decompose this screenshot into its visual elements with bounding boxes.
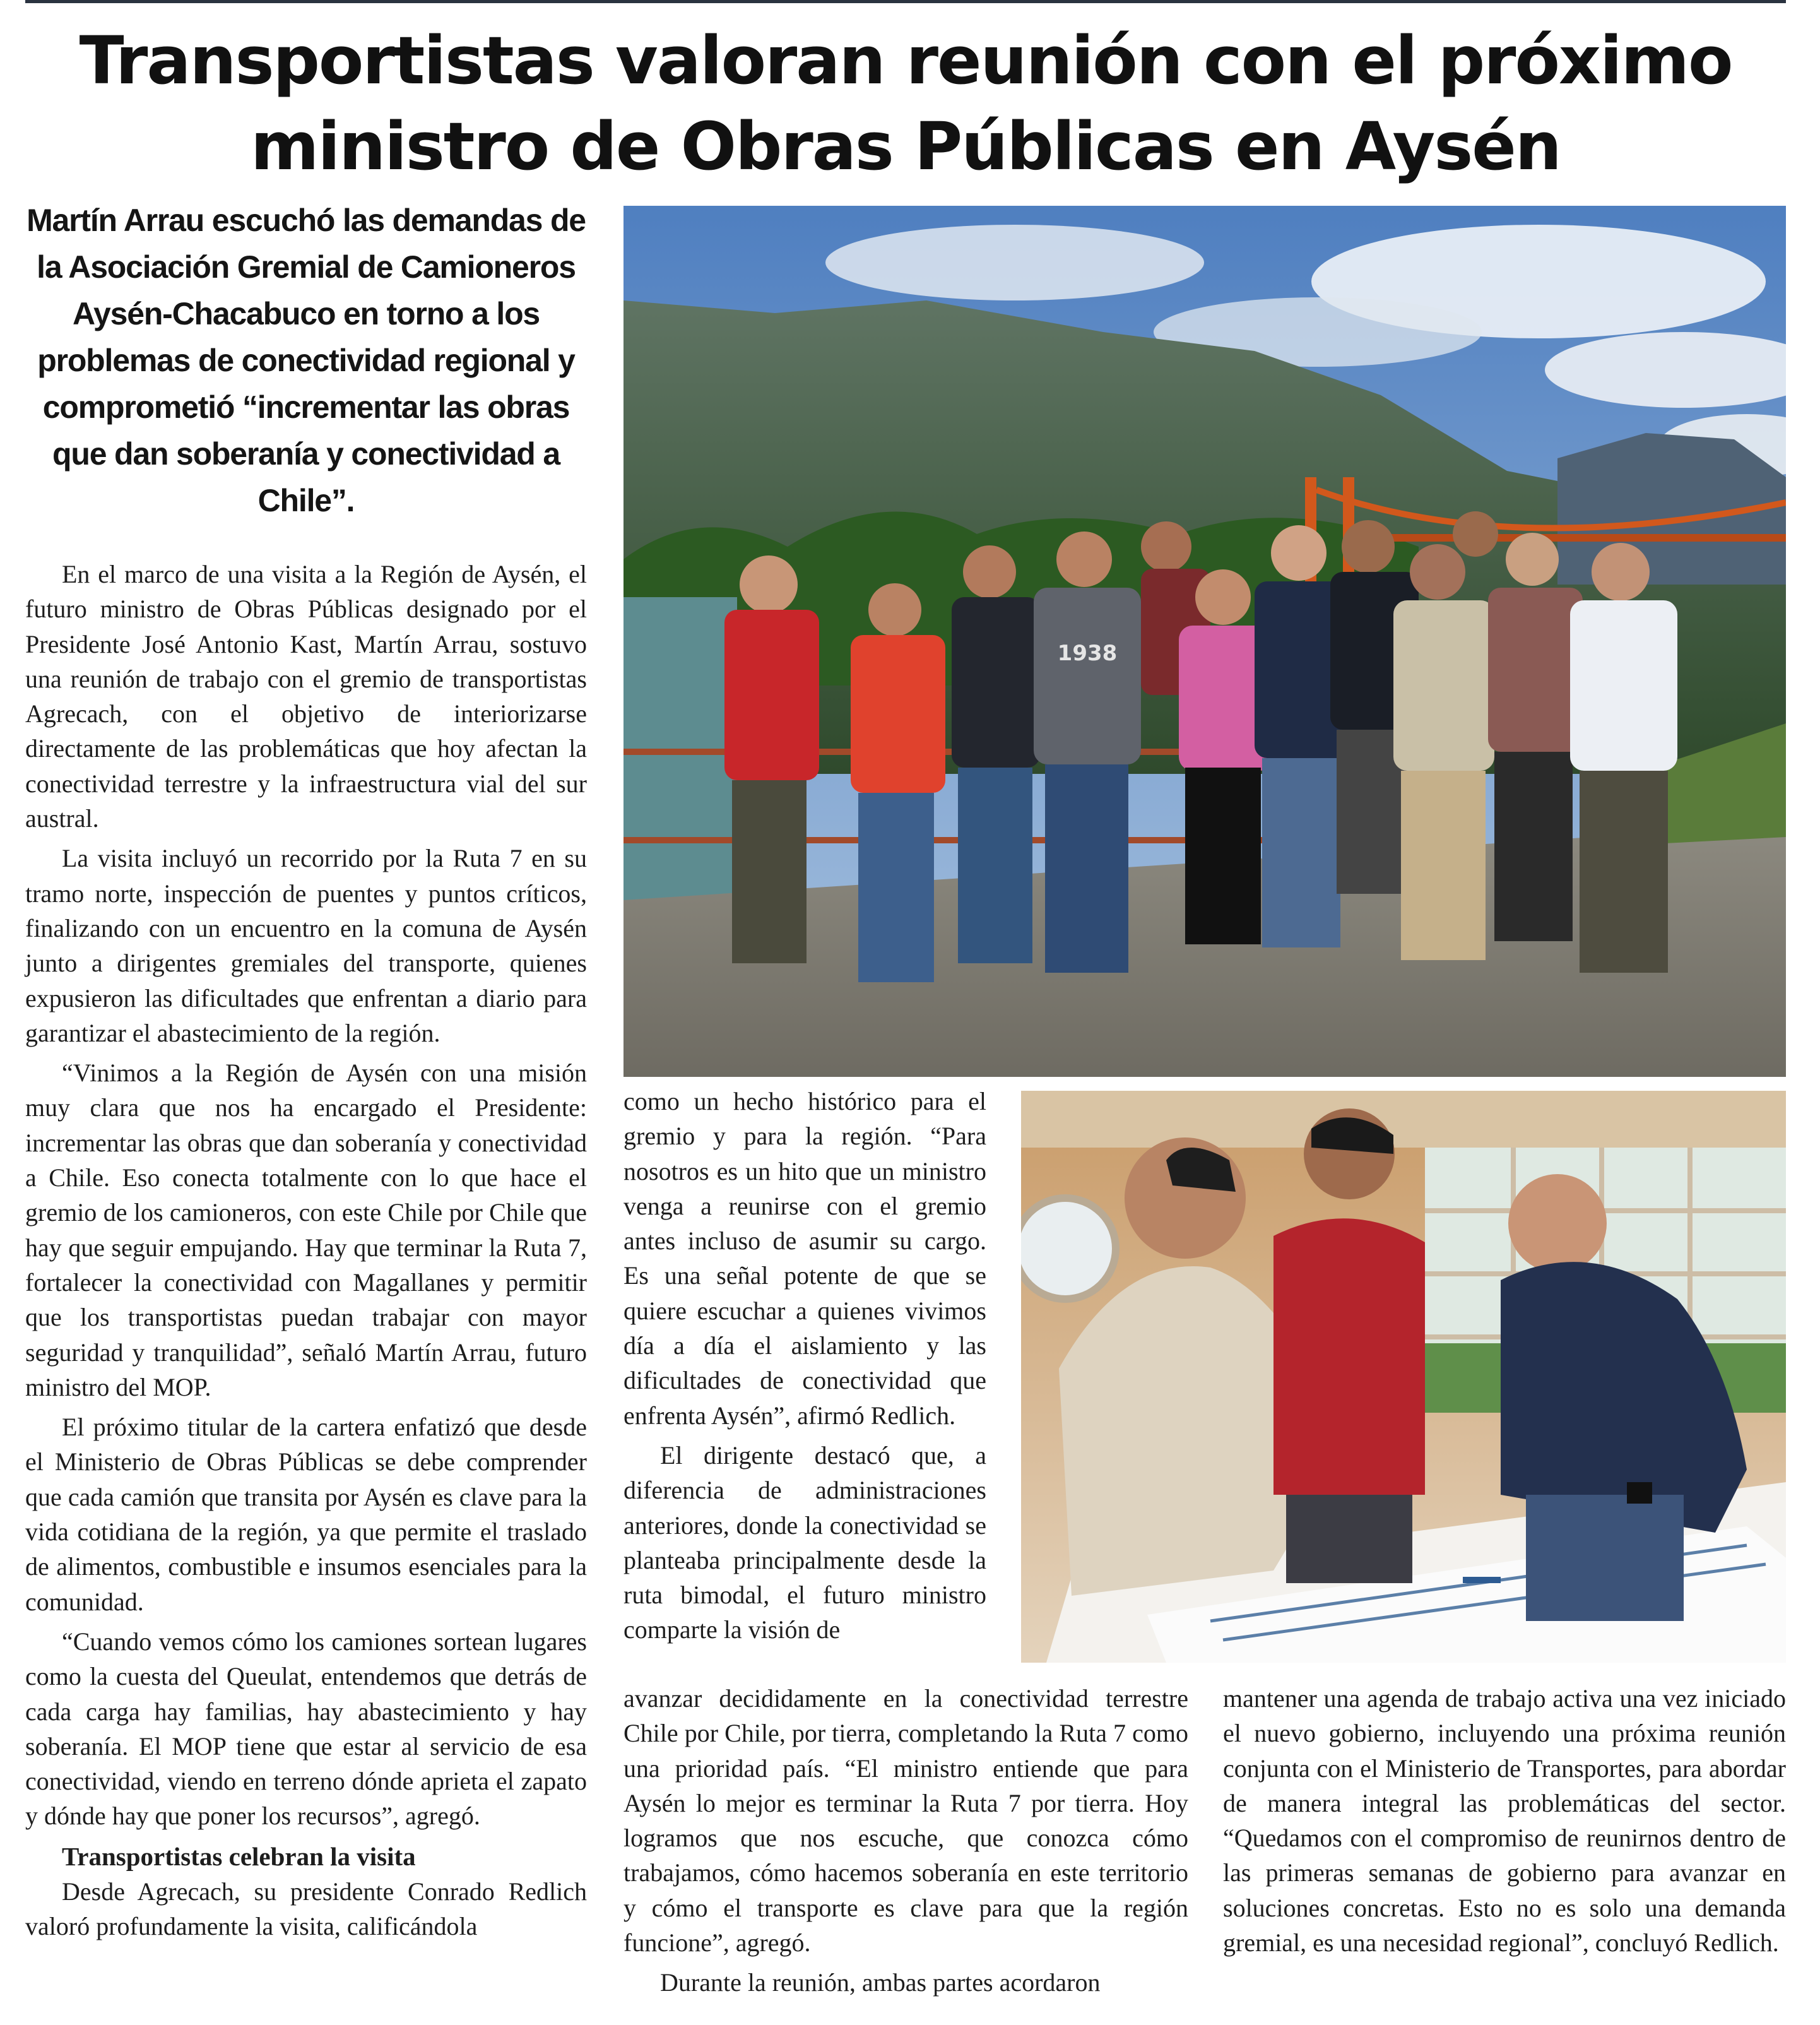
top-rule xyxy=(25,0,1786,3)
paragraph: avanzar decididamente en la conectividad terrestre Chile por Chile, por tierra, completando la Ruta 7 como una prioridad país. “El ministro entiende que para Aysén lo mejor es terminar la Ruta 7 por tierra. Hoy logramos que nos escuche, que conozca cómo trabajamos, cómo hacemos soberanía en este territorio y cómo el transporte es clave para que la región funcione”, agregó. xyxy=(623,1684,1188,1957)
subheading: Transportistas celebran la visita xyxy=(62,1841,416,1871)
paragraph: Durante la reunión, ambas partes acordaron xyxy=(660,1968,1101,1997)
column-1 xyxy=(25,557,587,1949)
paragraph: En el marco de una visita a la Región de Aysén, el futuro ministro de Obras Públicas designado por el Presidente José Antonio Kast, Martín Arrau, sostuvo una reunión de trabajo con el gremio de transportistas Agrecach, con el objetivo de interiorizarse directamente de las problemáticas que hoy afectan la conectividad terrestre y la infraestructura vial del sur austral. xyxy=(25,560,587,833)
paragraph: El dirigente destacó que, a diferencia de administraciones anteriores, donde la conectividad se planteaba principalmente desde la ruta bimodal, el futuro ministro comparte la visión de xyxy=(623,1440,986,1644)
column-3 xyxy=(1223,1681,1786,1965)
paragraph: “Vinimos a la Región de Aysén con una misión muy clara que nos ha encargado el Presidente: incrementar las obras que dan soberanía y conectividad a Chile. Eso conecta totalmente con lo que hace el gremio de los camioneros, con este Chile por Chile que hay que seguir empujando. Hay que terminar la Ruta 7, fortalecer la conectividad con Magallanes y permitir que los transportistas puedan trabajar con mayor seguridad y tranquilidad”, señaló Martín Arrau, futuro ministro del MOP. xyxy=(25,1059,587,1401)
paragraph: El próximo titular de la cartera enfatizó que desde el Ministerio de Obras Públicas se debe comprender que cada camión que transita por Aysén es clave para la vida cotidiana de la región, ya que permite el traslado de alimentos, combustible e insumos esenciales para la comunidad. xyxy=(25,1413,587,1616)
paragraph: Desde Agrecach, su presidente Conrado Redlich valoró profundamente la visita, calificándola xyxy=(25,1877,587,1940)
headline-line-2: ministro de Obras Públicas en Aysén xyxy=(251,108,1561,185)
deck: Martín Arrau escuchó las demandas de la Asociación Gremial de Camioneros Aysén-Chacabuco en torno a los problemas de conectividad regional y comprometió “incrementar las obras que dan soberanía y conectividad a Chile”. xyxy=(27,203,586,518)
headline-line-1: Transportistas valoran reunión con el próximo xyxy=(79,22,1732,99)
meeting-photo xyxy=(1021,1091,1786,1663)
column-2 xyxy=(623,1084,986,1653)
shirt-number: 1938 xyxy=(1057,641,1118,666)
paragraph: mantener una agenda de trabajo activa una vez iniciado el nuevo gobierno, incluyendo una próxima reunión conjunta con el Ministerio de Transportes, para abordar de manera integral las problemáticas del sector. “Quedamos con el compromiso de reunirnos dentro de las primeras semanas de gobierno para avanzar en soluciones concretas. Esto no es solo una demanda gremial, es una necesidad regional”, concluyó Redlich. xyxy=(1223,1684,1786,1957)
paragraph: La visita incluyó un recorrido por la Ruta 7 en su tramo norte, inspección de puentes y puntos críticos, finalizando con un encuentro en la comuna de Aysén junto a dirigentes gremiales del transporte, quienes expusieron las dificultades que enfrentan a diario para garantizar el abastecimiento de la región. xyxy=(25,844,587,1047)
group-photo xyxy=(623,206,1786,1077)
column-2-continued xyxy=(623,1681,1188,2005)
headline xyxy=(25,18,1786,189)
paragraph: como un hecho histórico para el gremio y para la región. “Para nosotros es un hito que un ministro venga a reunirse con el gremio antes incluso de asumir su cargo. Es una señal potente de que se quiere escuchar a quienes vivimos día a día el aislamiento y las dificultades de conectividad que enfrenta Aysén”, afirmó Redlich. xyxy=(623,1087,986,1430)
paragraph: “Cuando vemos cómo los camiones sortean lugares como la cuesta del Queulat, entendemos que detrás de cada carga hay familias, hay abastecimiento y hay soberanía. El MOP tiene que estar al servicio de esa conectividad, viendo en terreno dónde aprieta el zapato y dónde hay que poner los recursos”, agregó. xyxy=(25,1627,587,1831)
